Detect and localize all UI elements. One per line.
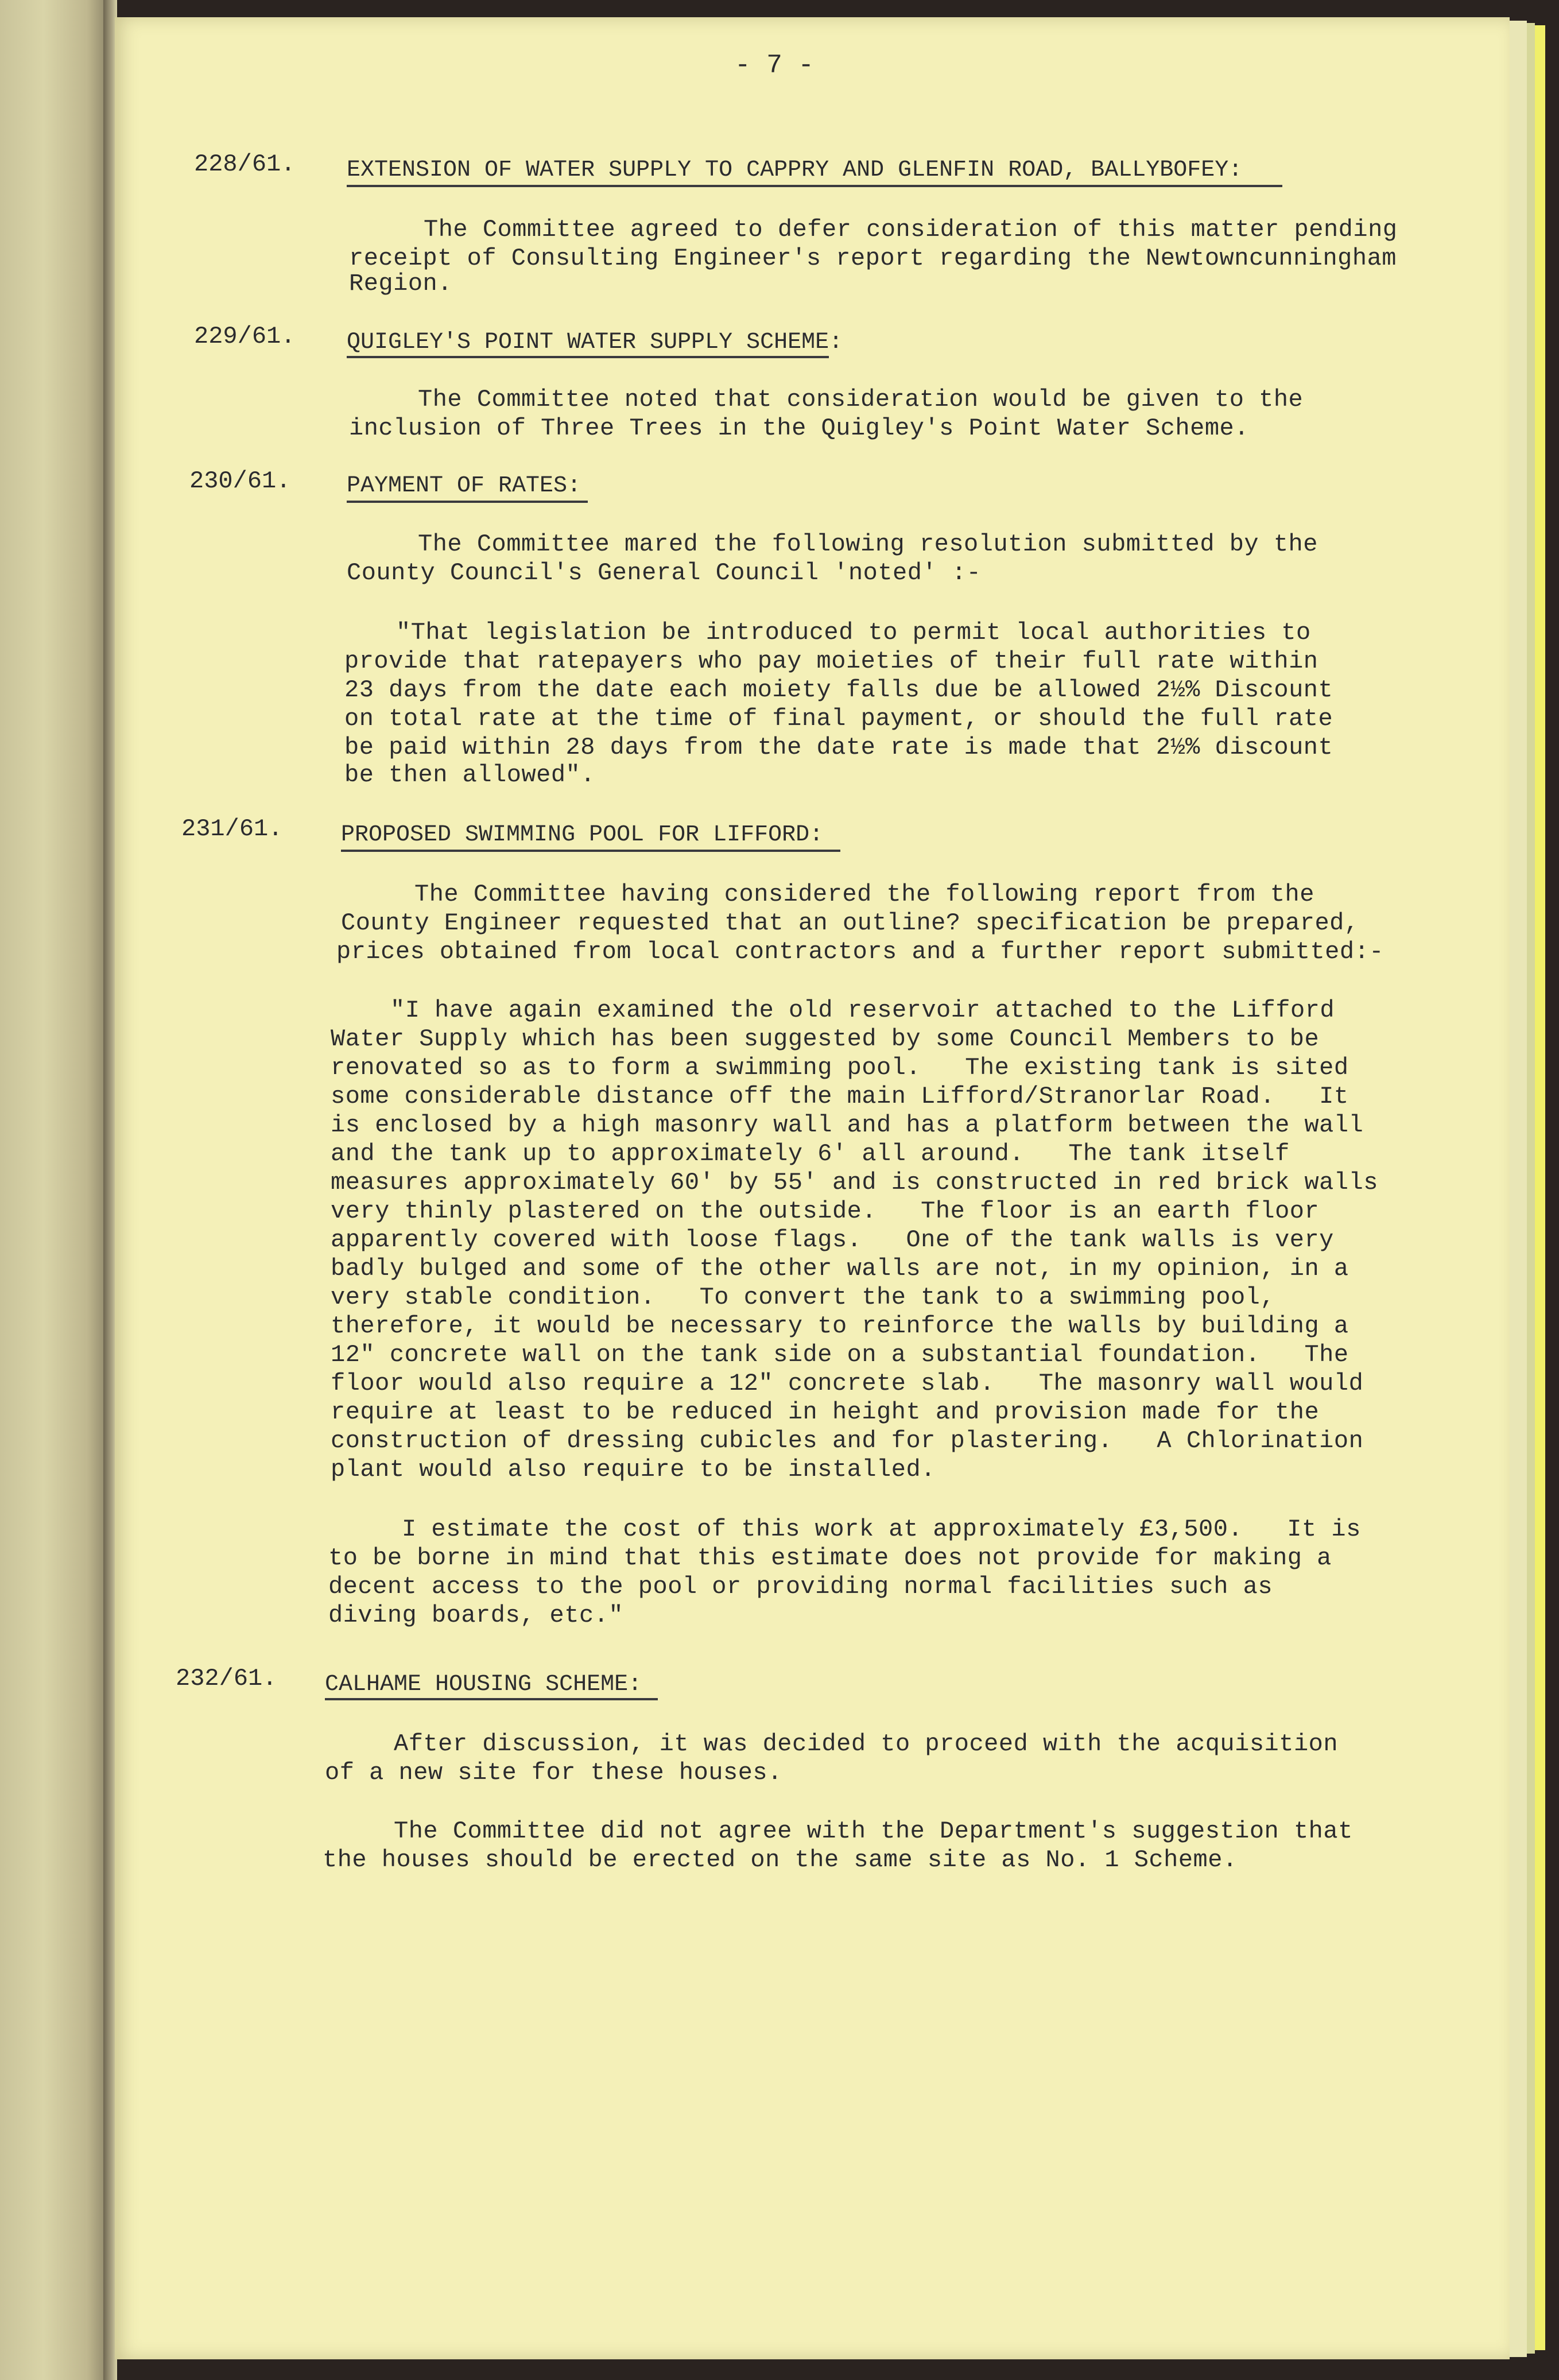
paragraph-line: construction of dressing cubicles and for plastering. A Chlorination [331, 1427, 1364, 1455]
page-edge-strip [1527, 23, 1535, 2354]
paragraph-line: inclusion of Three Trees in the Quigley's Point Water Scheme. [349, 414, 1249, 442]
paragraph-line: badly bulged and some of the other walls are not, in my opinion, in a [331, 1255, 1349, 1282]
paragraph-line: 23 days from the date each moiety falls due be allowed 2½% Discount [344, 676, 1333, 704]
paragraph-line: The Committee did not agree with the Department's suggestion that [394, 1817, 1353, 1845]
page-edge-strip [1510, 21, 1527, 2357]
paragraph-line: County Engineer requested that an outline? specification be prepared, [341, 909, 1359, 937]
paragraph-line: of a new site for these houses. [325, 1759, 782, 1786]
item-heading: CALHAME HOUSING SCHEME: [325, 1672, 642, 1697]
paragraph-line: very thinly plastered on the outside. The floor is an earth floor [331, 1197, 1320, 1225]
paragraph-line: require at least to be reduced in height and provision made for the [331, 1398, 1320, 1426]
paragraph-line: very stable condition. To convert the tank to a swimming pool, [331, 1284, 1275, 1311]
paragraph-line: "I have again examined the old reservoir attached to the Lifford [390, 997, 1335, 1024]
paragraph-line: the houses should be erected on the same site as No. 1 Scheme. [323, 1846, 1238, 1874]
heading-underline [347, 356, 829, 358]
item-heading: PAYMENT OF RATES: [347, 473, 581, 499]
paragraph-line: some considerable distance off the main Lifford/Stranorlar Road. It [331, 1083, 1349, 1110]
paragraph-line: 12" concrete wall on the tank side on a substantial foundation. The [331, 1341, 1349, 1369]
minute-number: 231/61. [181, 815, 283, 843]
paragraph-line: measures approximately 60' by 55' and is constructed in red brick walls [331, 1169, 1378, 1196]
paragraph-line: County Council's General Council 'noted' :- [347, 559, 982, 587]
minute-number: 228/61. [194, 150, 296, 178]
minute-number: 232/61. [176, 1665, 277, 1692]
paragraph-line: be paid within 28 days from the date rate is made that 2½% discount [344, 734, 1333, 761]
paragraph-line: decent access to the pool or providing normal facilities such as [328, 1573, 1273, 1600]
paragraph-line: apparently covered with loose flags. One of the tank walls is very [331, 1226, 1334, 1254]
paragraph-line: I estimate the cost of this work at approximately £3,500. It is [402, 1515, 1361, 1543]
heading-underline [341, 850, 840, 852]
minute-number: 229/61. [194, 323, 296, 350]
paragraph-line: After discussion, it was decided to proceed with the acquisition [394, 1730, 1339, 1758]
heading-underline [325, 1698, 658, 1700]
paragraph-line: on total rate at the time of final payment, or should the full rate [344, 705, 1333, 732]
paragraph-line: prices obtained from local contractors and a further report submitted:- [336, 938, 1384, 966]
paragraph-line: The Committee having considered the following report from the [414, 881, 1314, 908]
item-heading: PROPOSED SWIMMING POOL FOR LIFFORD: [341, 822, 824, 848]
item-heading: EXTENSION OF WATER SUPPLY TO CAPPRY AND GLENFIN ROAD, BALLYBOFEY: [347, 157, 1243, 183]
paragraph-line: be then allowed". [344, 761, 595, 789]
paragraph-line: receipt of Consulting Engineer's report regarding the Newtowncunningham [349, 245, 1397, 272]
paragraph-line: therefore, it would be necessary to reinforce the walls by building a [331, 1312, 1349, 1340]
paragraph-line: The Committee mared the following resolution submitted by the [418, 530, 1318, 558]
paragraph-line: plant would also require to be installed. [331, 1456, 936, 1483]
paragraph-line: "That legislation be introduced to permit local authorities to [396, 619, 1311, 646]
paragraph-line: and the tank up to approximately 6' all around. The tank itself [331, 1140, 1290, 1168]
paragraph-line: Water Supply which has been suggested by some Council Members to be [331, 1025, 1320, 1053]
paragraph-line: Region. [349, 270, 452, 297]
heading-underline [347, 185, 1282, 187]
page-number: - 7 - [735, 51, 815, 80]
heading-underline [347, 501, 588, 503]
paragraph-line: is enclosed by a high masonry wall and has a platform between the wall [331, 1111, 1364, 1139]
item-heading: QUIGLEY'S POINT WATER SUPPLY SCHEME: [347, 330, 843, 355]
paragraph-line: The Committee noted that consideration would be given to the [418, 386, 1304, 413]
paragraph-line: diving boards, etc." [328, 1602, 624, 1629]
yellow-page-edge [1535, 25, 1545, 2350]
minute-number: 230/61. [189, 467, 291, 495]
paragraph-line: renovated so as to form a swimming pool. The existing tank is sited [331, 1054, 1349, 1082]
paragraph-line: The Committee agreed to defer consideration of this matter pending [424, 216, 1398, 243]
paragraph-line: provide that ratepayers who pay moieties of their full rate within [344, 648, 1318, 675]
left-page-edge [0, 0, 109, 2380]
paragraph-line: floor would also require a 12" concrete slab. The masonry wall would [331, 1370, 1364, 1397]
paragraph-line: to be borne in mind that this estimate does not provide for making a [328, 1544, 1332, 1572]
